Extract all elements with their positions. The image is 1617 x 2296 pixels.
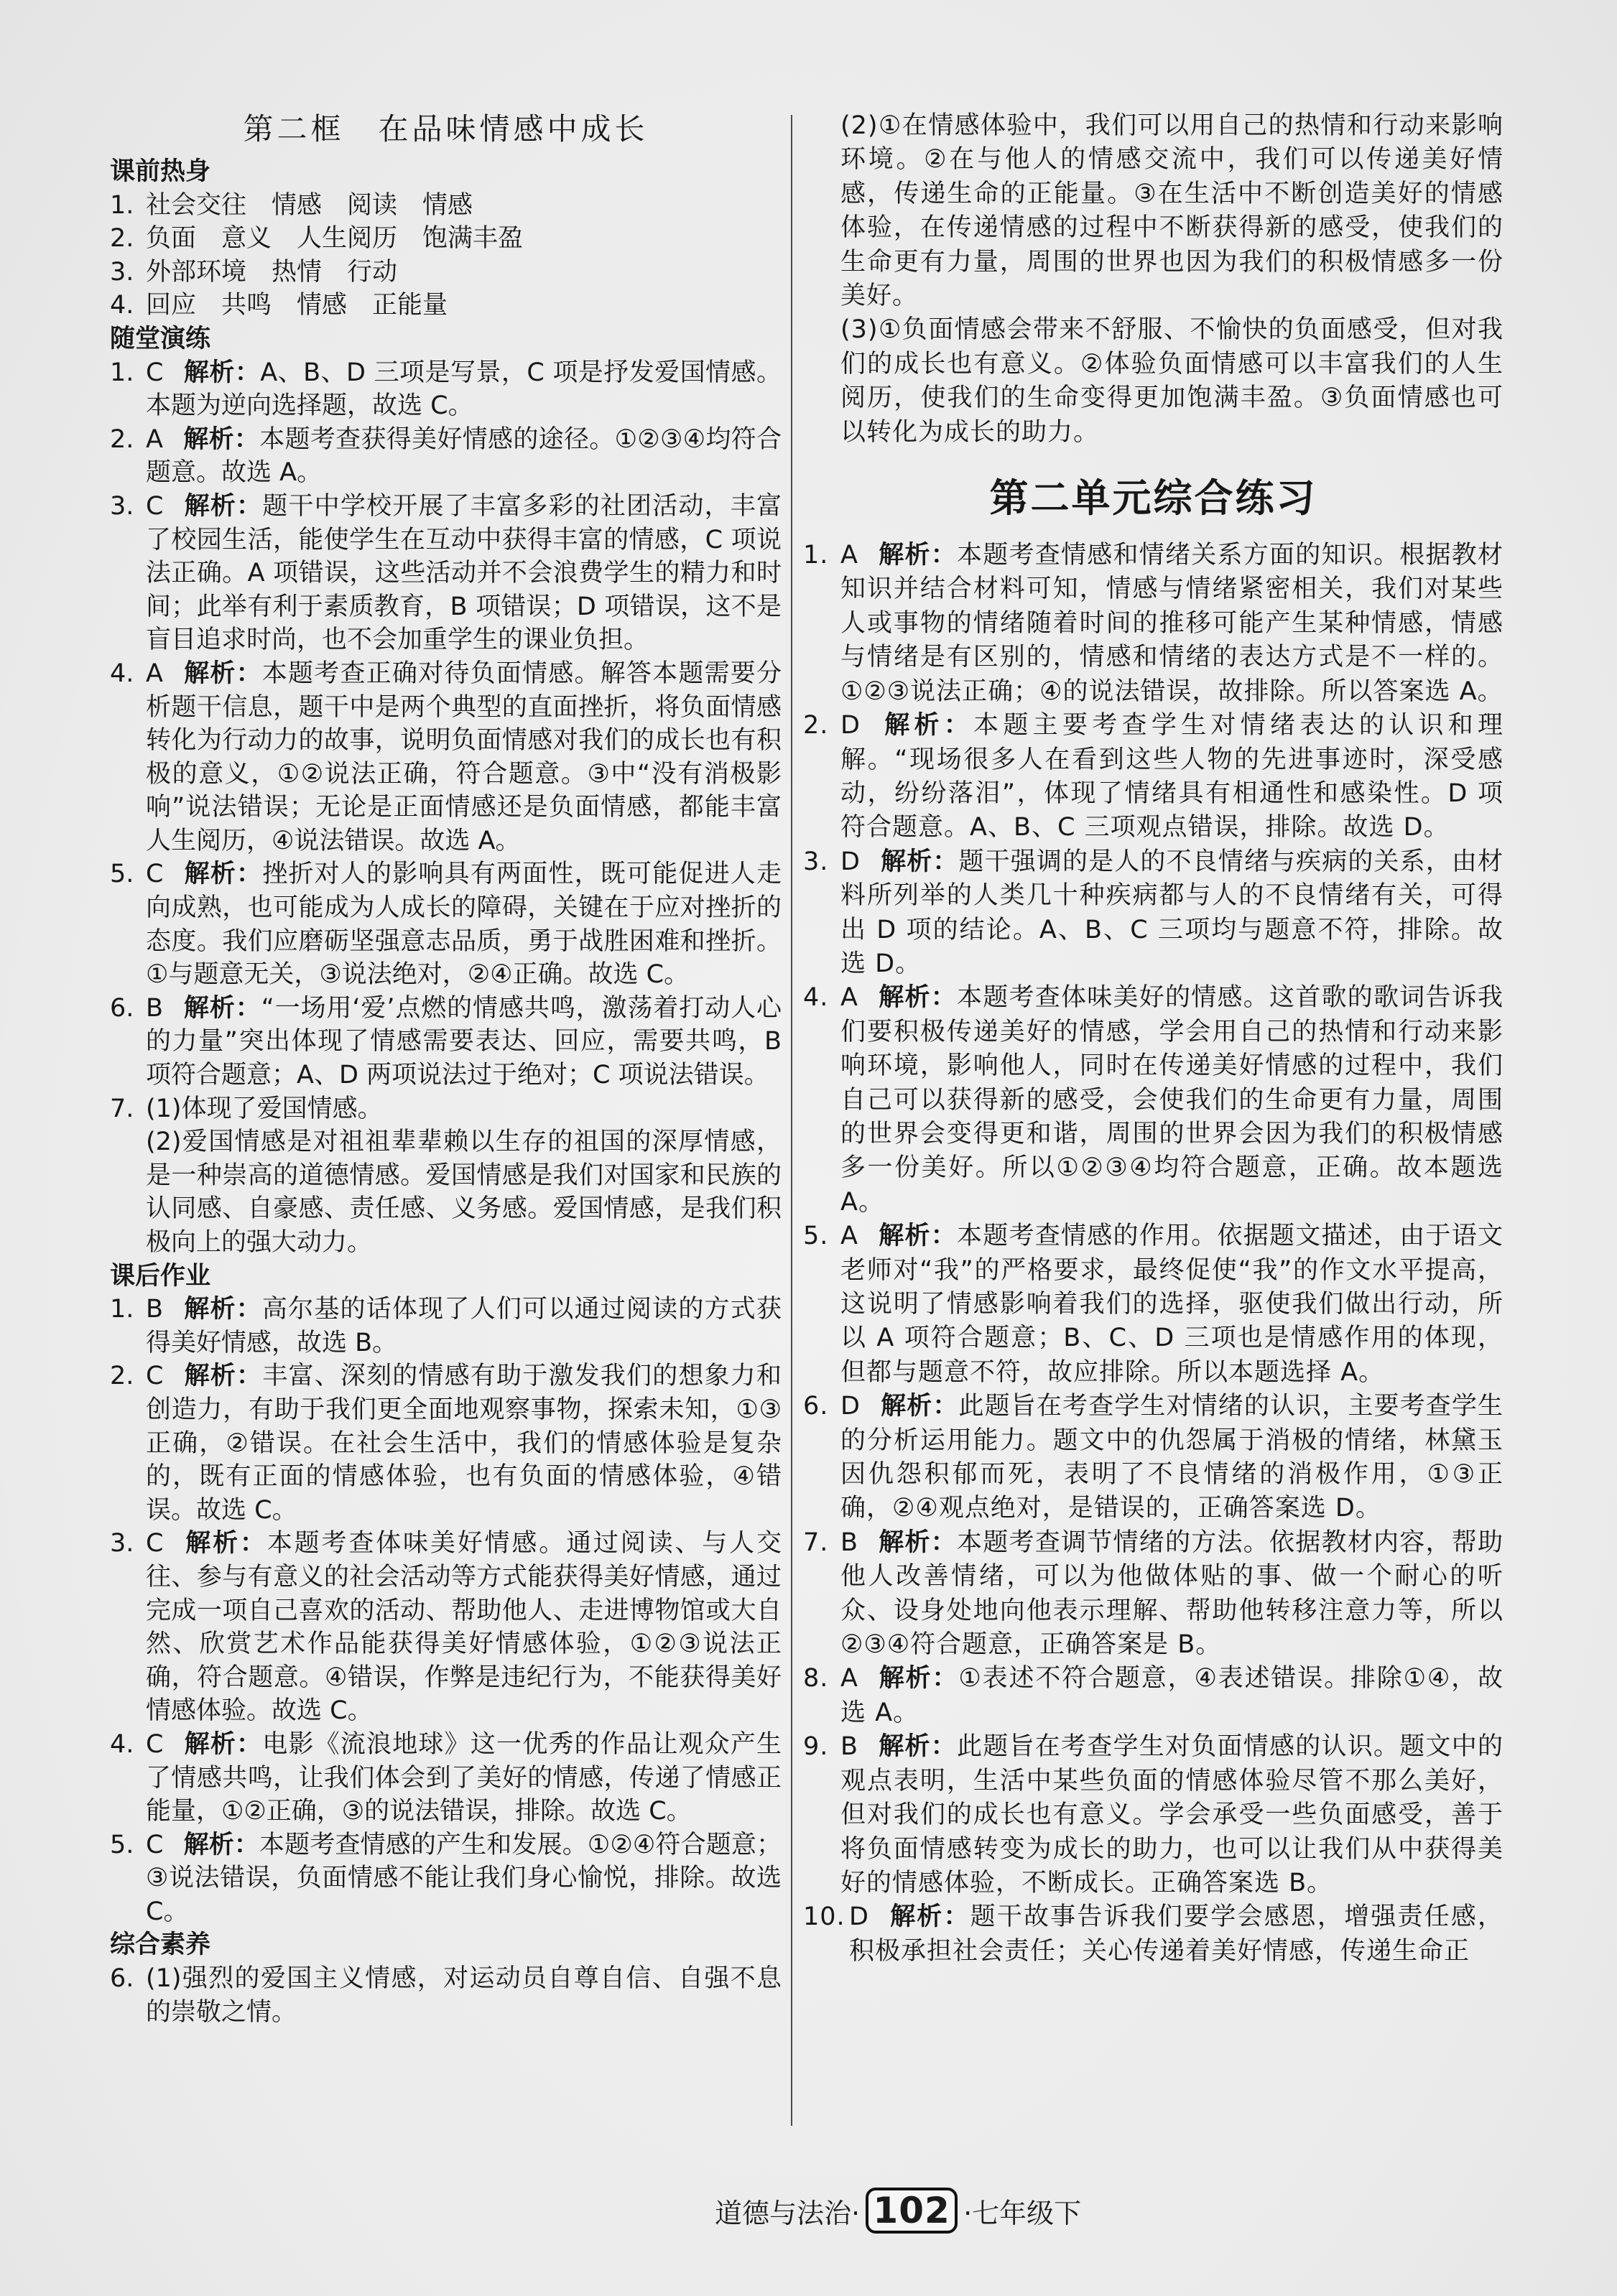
analysis-label: 解析： [183, 993, 261, 1023]
analysis-label: 解析： [182, 424, 260, 454]
section-comprehensive [110, 1928, 782, 2029]
item-number: 4. [803, 983, 829, 1013]
answer-item [803, 709, 1504, 845]
analysis-label: 解析： [878, 541, 957, 570]
answer-part: (1)强烈的爱国主义情感，对运动员自尊自信、自强不息的崇敬之情。 [146, 1964, 782, 2027]
answer-letter: D [849, 1902, 869, 1932]
analysis-label: 解析： [182, 659, 262, 688]
answer-item [110, 1728, 782, 1828]
answer-letter: D [840, 711, 861, 740]
answer-letter: C [146, 1529, 164, 1558]
answer-letter: A [840, 1664, 858, 1693]
answer-letter: A [840, 1222, 858, 1251]
answer-item [803, 1526, 1504, 1663]
item-number: 10. [803, 1902, 845, 1932]
analysis-label: 解析： [183, 358, 261, 387]
item-text: 回应 共鸣 情感 正能量 [146, 291, 448, 320]
analysis-label: 解析： [879, 1732, 958, 1762]
analysis-text: ①表述不符合题意，④表述错误。排除①④，故选 A。 [840, 1664, 1504, 1727]
right-column [803, 109, 1504, 1969]
item-number: 2. [110, 424, 134, 454]
answer-letter: C [146, 1830, 164, 1859]
analysis-text: 本题考查体味美好情感。通过阅读、与人交往、参与有意义的社会活动等方式能获得美好情感，通过完成一项自己喜欢的活动、帮助他人、走进博物馆或大自然、欣赏艺术作品能获得美好情感体验，①②③说法正确，符合题意。④错误，作弊是违纪行为，不能获得美好情感体验。故选 C。 [146, 1529, 782, 1726]
answer-item [803, 1219, 1504, 1390]
answer-item [803, 845, 1504, 982]
answer-item [110, 1527, 782, 1728]
answer-item [803, 1900, 1504, 1969]
item-number: 6. [803, 1392, 829, 1421]
analysis-text: 本题考查获得美好情感的途径。①②③④均符合题意。故选 A。 [146, 424, 782, 488]
page-number: 102 [866, 2188, 958, 2234]
item-number: 4. [110, 291, 134, 320]
item-number: 1. [110, 1295, 134, 1324]
analysis-label: 解析： [878, 983, 957, 1013]
answer-part: (1)体现了爱国情感。 [146, 1094, 383, 1123]
answer-item [110, 490, 782, 657]
analysis-text: 电影《流浪地球》这一优秀的作品让观众产生了情感共鸣，让我们体会到了美好的情感，传递了情感正能量，①②正确，③的说法错误，排除。故选 C。 [146, 1729, 782, 1826]
item-number: 1. [110, 358, 134, 387]
analysis-text: 此题旨在考查学生对负面情感的认识。题文中的观点表明，生活中某些负面的情感体验尽管不那么美好，但对我们的成长也有意义。学会承受一些负面感受，善于将负面情感转变为成长的助力，也可以让我们从中获得美好的情感体验，不断成长。正确答案选 B。 [840, 1732, 1504, 1897]
analysis-label: 解析： [183, 1830, 260, 1859]
list-item [110, 256, 782, 289]
answer-letter: B [146, 1295, 164, 1324]
item-number: 4. [110, 659, 134, 688]
analysis-label: 解析： [183, 1295, 262, 1324]
item-number: 7. [803, 1528, 829, 1557]
lesson-title: 第二框 在品味情感中成长 [243, 111, 649, 147]
item-number: 1. [803, 541, 829, 570]
answer-item [803, 1390, 1504, 1526]
analysis-label: 解析： [880, 1392, 959, 1421]
answer-letter: A [840, 541, 858, 570]
answer-item [110, 423, 782, 490]
item-number: 4. [110, 1729, 134, 1759]
answer-item [803, 539, 1504, 709]
item-number: 7. [110, 1094, 134, 1123]
analysis-text: 本题考查情感的作用。依据题文描述，由于语文老师对“我”的严格要求，最终促使“我”的作文水平提高，这说明了情感影响着我们的选择，驱使我们做出行动，所以 A 项符合题意；B、C、D 三项也是情感作用的体现，但都与题意不符，故应排除。所以本题选择 A。 [840, 1222, 1504, 1387]
analysis-label: 解析： [878, 1664, 959, 1693]
answer-letter: C [146, 1362, 164, 1391]
answer-item [110, 657, 782, 858]
analysis-label: 解析： [880, 711, 974, 740]
analysis-text: 本题考查正确对待负面情感。解答本题需要分析题干信息，题干中是两个典型的直面挫折，将负面情感转化为行动力的故事，说明负面情感对我们的成长也有积极的意义，①②说法正确，符合题意。③中“没有消极影响”说法错误；无论是正面情感还是负面情感，都能丰富人生阅历，④说法错误。故选 A。 [146, 659, 782, 855]
answer-item [110, 1360, 782, 1527]
item-number: 6. [110, 993, 134, 1023]
column-divider [791, 115, 792, 2126]
page-footer [715, 2186, 1081, 2235]
analysis-text: 本题考查情感和情绪关系方面的知识。根据教材知识并结合材料可知，情感与情绪紧密相关，我们对某些人或事物的情绪随着时间的推移可能产生某种情感，情感与情绪是有区别的，情感和情绪的表达方式是不一样的。①②③说法正确；④的说法错误，故排除。所以答案选 A。 [840, 541, 1504, 706]
item-number: 3. [803, 847, 829, 876]
item-number: 1. [110, 190, 134, 220]
answer-letter: C [146, 358, 164, 387]
analysis-label: 解析： [878, 1222, 957, 1251]
analysis-label: 解析： [183, 1362, 263, 1391]
answer-letter: A [146, 424, 163, 454]
answer-item [110, 992, 782, 1092]
analysis-label: 解析： [879, 1528, 958, 1557]
item-number: 3. [110, 257, 134, 287]
list-item [110, 289, 782, 322]
analysis-text: 题干中学校开展了丰富多彩的社团活动，丰富了校园生活，能使学生在互动中获得丰富的情感，C 项说法正确。A 项错误，这些活动并不会浪费学生的精力和时间；此举有利于素质教育，B 项错误；D 项错误，这不是盲目追求时尚，也不会加重学生的课业负担。 [146, 491, 782, 655]
item-number: 2. [110, 1362, 134, 1391]
item-text: 外部环境 热情 行动 [146, 257, 398, 287]
item-text: 负面 意义 人生阅历 饱满丰盈 [146, 224, 524, 254]
section-heading: 课后作业 [110, 1261, 211, 1291]
answer-letter: C [146, 860, 164, 889]
answer-item [110, 1092, 782, 1126]
answer-letter: A [840, 983, 858, 1013]
analysis-text: 题干故事告诉我们要学会感恩，增强责任感，积极承担社会责任；关心传递着美好情感，传递生命正 [849, 1902, 1504, 1966]
list-item [110, 222, 782, 256]
grade-label: ·七年级下 [963, 2197, 1082, 2229]
answer-letter: C [146, 1729, 164, 1759]
list-item [110, 189, 782, 223]
answer-letter: C [146, 491, 164, 521]
answer-letter: D [840, 847, 861, 876]
answer-letter: A [146, 659, 163, 688]
left-column [110, 109, 782, 2029]
answer-item [803, 1730, 1504, 1900]
section-practice [110, 322, 782, 1260]
item-number: 6. [110, 1964, 134, 1994]
answer-letter: B [146, 993, 164, 1023]
item-number: 5. [110, 1830, 134, 1859]
analysis-text: 挫折对人的影响具有两面性，既可能促进人走向成熟，也可能成为人成长的障碍，关键在于应对挫折的态度。我们应磨砺坚强意志品质，勇于战胜困难和挫折。①与题意无关，③说法绝对，②④正确。故选 C。 [146, 860, 782, 990]
item-text: 社会交往 情感 阅读 情感 [146, 190, 473, 220]
answer-letter: D [840, 1392, 861, 1421]
answer-item [110, 1962, 782, 2029]
item-number: 9. [803, 1732, 829, 1762]
analysis-text: 本题主要考查学生对情绪表达的认识和理解。“现场很多人在看到这些人物的先进事迹时，深受感动，纷纷落泪”，体现了情绪具有相通性和感染性。D 项符合题意。A、B、C 三项观点错误，排除。故选 D。 [840, 711, 1504, 842]
answer-item [803, 981, 1504, 1219]
analysis-text: 丰富、深刻的情感有助于激发我们的想象力和创造力，有助于我们更全面地观察事物，探索未知，①③正确，②错误。在社会生活中，我们的情感体验是复杂的，既有正面的情感体验，也有负面的情感体验，④错误。故选 C。 [146, 1362, 782, 1525]
analysis-text: 高尔基的话体现了人们可以通过阅读的方式获得美好情感，故选 B。 [146, 1295, 782, 1357]
answer-letter: B [840, 1528, 859, 1557]
item-number: 5. [803, 1222, 829, 1251]
item-number: 3. [110, 491, 134, 521]
analysis-label: 解析： [880, 847, 959, 876]
analysis-label: 解析： [183, 860, 263, 889]
answer-letter: B [840, 1732, 859, 1762]
analysis-text: “一场用‘爱’点燃的情感共鸣，激荡着打动人心的力量”突出体现了情感需要表达、回应，需要共鸣，B 项符合题意；A、D 两项说法过于绝对；C 项说法错误。 [146, 993, 782, 1090]
item-number: 5. [110, 860, 134, 889]
item-number: 2. [803, 711, 829, 740]
section-heading: 综合素养 [110, 1930, 211, 1960]
answer-item [803, 1662, 1504, 1730]
analysis-text: 此题旨在考查学生对情绪的认识，主要考查学生的分析运用能力。题文中的仇怨属于消极的情绪，林黛玉因仇怨积郁而死，表明了不良情绪的消极作用，①③正确，②④观点绝对，是错误的，正确答案选 D。 [840, 1392, 1504, 1523]
item-number: 8. [803, 1664, 829, 1693]
analysis-label: 解析： [183, 491, 263, 521]
analysis-label: 解析： [889, 1902, 970, 1932]
item-number: 3. [110, 1529, 134, 1558]
analysis-label: 解析： [183, 1529, 267, 1558]
item-number: 2. [110, 224, 134, 254]
analysis-text: A、B、D 三项是写景，C 项是抒发爱国情感。本题为逆向选择题，故选 C。 [146, 358, 782, 421]
subject-name: 道德与法治· [715, 2197, 861, 2229]
answer-part: (2)爱国情感是对祖祖辈辈赖以生存的祖国的深厚情感，是一种崇高的道德情感。爱国情感是我们对国家和民族的认同感、自豪感、责任感、义务感。爱国情感，是我们积极向上的强大动力。 [146, 1128, 782, 1257]
analysis-text: 本题考查情感的产生和发展。①②④符合题意；③说法错误，负面情感不能让我们身心愉悦，排除。故选 C。 [146, 1830, 782, 1926]
section-homework [110, 1260, 782, 1929]
answer-item [110, 1293, 782, 1360]
answer-item [110, 1828, 782, 1929]
answer-item [110, 356, 782, 423]
section-warmup [110, 155, 782, 322]
section-heading: 随堂演练 [110, 324, 211, 353]
analysis-text: 题干强调的是人的不良情绪与疾病的关系，由材料所列举的人类几十种疾病都与人的不良情绪有关，可得出 D 项的结论。A、B、C 三项均与题意不符，排除。故选 D。 [840, 847, 1504, 978]
answer-part: (3)①负面情感会带来不舒服、不愉快的负面感受，但对我们的成长也有意义。②体验负面情感可以丰富我们的人生阅历，使我们的生命变得更加饱满丰盈。③负面情感也可以转化为成长的助力。 [840, 315, 1504, 447]
answer-part: (2)①在情感体验中，我们可以用自己的热情和行动来影响环境。②在与他人的情感交流中，我们可以传递美好情感，传递生命的正能量。③在生活中不断创造美好的情感体验，在传递情感的过程中不断获得新的感受，使我们的生命更有力量，周围的世界也因为我们的积极情感多一份美好。 [840, 111, 1504, 311]
answer-item [110, 857, 782, 991]
analysis-label: 解析： [183, 1729, 263, 1759]
unit-heading: 第二单元综合练习 [989, 475, 1317, 521]
analysis-text: 本题考查调节情绪的方法。依据教材内容，帮助他人改善情绪，可以为他做体贴的事、做一个耐心的听众、设身处地向他表示理解、帮助他转移注意力等，所以②③④符合题意，正确答案是 B。 [840, 1528, 1504, 1660]
section-heading: 课前热身 [110, 157, 211, 186]
analysis-text: 本题考查体味美好的情感。这首歌的歌词告诉我们要积极传递美好的情感，学会用自己的热情和行动来影响环境，影响他人，同时在传递美好情感的过程中，我们自己可以获得新的感受，会使我们的生命更有力量，周围的世界会变得更和谐，周围的世界会因为我们的积极情感多一份美好。所以①②③④均符合题意，正确。故本题选 A。 [840, 983, 1504, 1217]
